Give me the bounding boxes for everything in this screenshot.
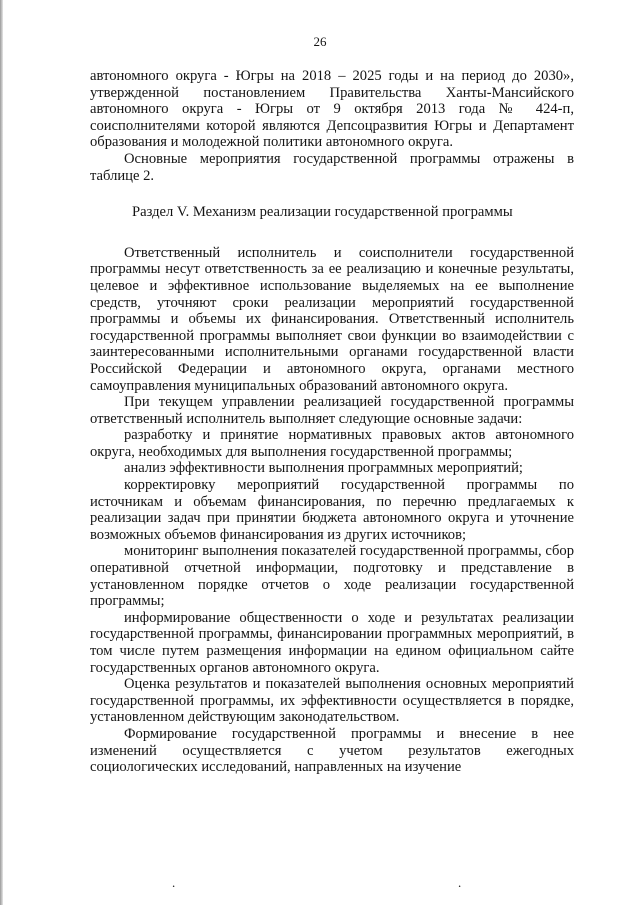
document-body (90, 68, 574, 776)
paragraph-continuation: автономного округа - Югры на 2018 – 2025 годы и на период до 2030», утвержденной постановлением Правительства Ханты-Мансийского автономного округа - Югры от 9 октября 2013 года № 424-п, соисполнителями которой являются Депсоцразвития Югры и Департамент образования и молодежной политики автономного округа. (90, 68, 574, 151)
bottom-dot-right: . (458, 875, 462, 890)
paragraph-evaluation: Оценка результатов и показателей выполнения основных мероприятий государственной программы, их эффективности осуществляется в порядке, установленном действующим законодательством. (90, 676, 574, 726)
section-heading: Раздел V. Механизм реализации государственной программы (132, 204, 513, 221)
scan-left-edge (0, 0, 3, 905)
task-item-informing: информирование общественности о ходе и результатах реализации государственной программы, финансировании программных мероприятий, в том числе путем размещения информации на едином официальном сайте государственных органов автономного округа. (90, 609, 574, 676)
task-item-efficiency-analysis: анализ эффективности выполнения программных мероприятий; (124, 460, 523, 477)
task-item-normative-acts: разработку и принятие нормативных правовых актов автономного округа, необходимых для выполнения государственной программы; (90, 427, 574, 460)
paragraph-table-reference: Основные мероприятия государственной программы отражены в таблице 2. (90, 150, 574, 184)
page-number: 26 (313, 34, 327, 49)
task-item-monitoring: мониторинг выполнения показателей государственной программы, сбор оперативной отчетной информации, подготовку и представление в установленном порядке отчетов о ходе реализации государственной программы; (90, 543, 574, 610)
paragraph-tasks-intro: При текущем управлении реализацией государственной программы ответственный исполнитель выполняет следующие основные задачи: (90, 394, 574, 427)
task-item-correction: корректировку мероприятий государственной программы по источникам и объемам финансирования, по перечню предлагаемых к реализации задач при принятии бюджета автономного округа и уточнение возможных объемов финансирования из других источников; (90, 477, 574, 543)
paragraph-responsibility: Ответственный исполнитель и соисполнители государственной программы несут ответственность за ее реализацию и конечные результаты, целевое и эффективное использование выделяемых на ее выполнение средств, уточняют сроки реализации мероприятий государственной программы и объемы их финансирования. Ответственный исполнитель государственной программы выполняет свои функции во взаимодействии с заинтересованными исполнительными органами государственной власти Российской Федерации и автономного округа, органами местного самоуправления муниципальных образований автономного округа. (90, 244, 574, 394)
paragraph-formation: Формирование государственной программы и внесение в нее изменений осуществляется с учетом результатов ежегодных социологических исследований, направленных на изучение (90, 725, 574, 776)
bottom-dot-left: . (172, 875, 176, 890)
